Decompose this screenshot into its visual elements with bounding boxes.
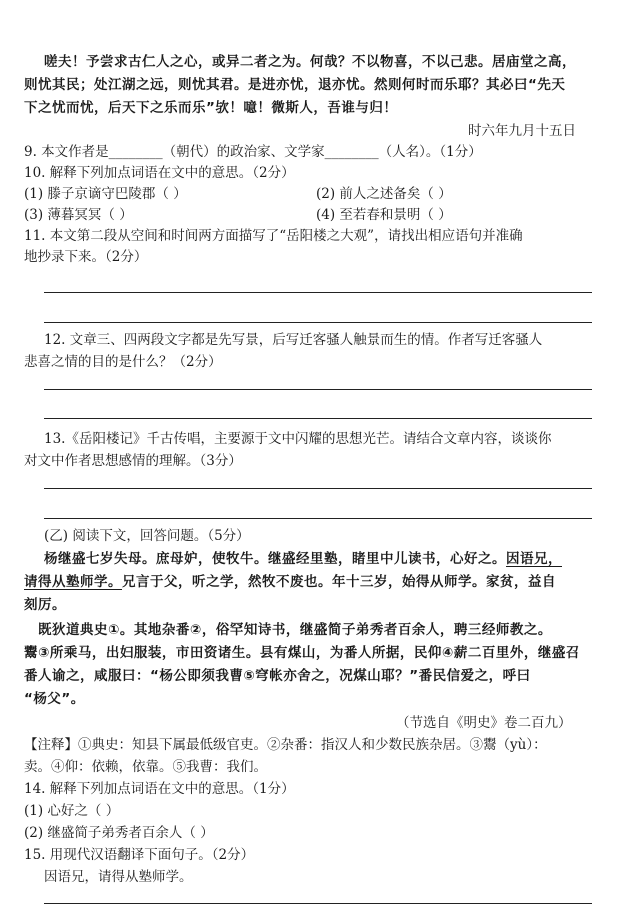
question-14-stem: 14. 解释下列加点词语在文中的意思。（1分） (24, 781, 295, 797)
question-10-item-3: (3) 薄暮冥冥（ ） (24, 207, 133, 223)
question-12-line-1: 12. 文章三、四两段文字都是先写景，后写迁客骚人触景而生的情。作者写迁客骚人 (44, 332, 543, 348)
question-9: 9. 本文作者是________（朝代）的政治家、文学家________（人名）。（1分） (24, 144, 482, 160)
underlined-sentence: 因语兄， (506, 551, 562, 567)
question-14-item-1: (1) 心好之（ ） (24, 803, 120, 819)
question-15-sentence: 因语兄，请得从塾师学。 (44, 869, 193, 885)
answer-line[interactable] (44, 418, 592, 419)
question-13-line-1: 13.《岳阳楼记》千古传唱，主要源于文中闪耀的思想光芒。请结合文章内容，谈谈你 (44, 431, 552, 447)
question-11-line-2: 地抄录下来。（2分） (24, 249, 148, 265)
passage-b-source: （节选自《明史》卷二百九） (396, 715, 572, 731)
passage-b-line-3: 刻厉。 (24, 597, 66, 613)
answer-line[interactable] (44, 389, 592, 390)
question-11-line-1: 11. 本文第二段从空间和时间两方面描写了“岳阳楼之大观”，请找出相应语句并准确 (24, 228, 523, 244)
passage-b-line-5: 鬻③所乘马，出妇服装，市田资诸生。县有煤山，为番人所据，民仰④薪二百里外，继盛召 (24, 645, 580, 661)
question-10-item-2: (2) 前人之述备矣（ ） (316, 186, 452, 202)
passage-a-line-3: 下之忧而忧，后天下之乐而乐”欤！噫！微斯人，吾谁与归！ (24, 100, 398, 116)
question-12-line-2: 悲喜之情的目的是什么？（2分） (24, 354, 222, 370)
passage-a-line-2: 则忧其民；处江湖之远，则忧其君。是进亦忧，退亦忧。然则何时而乐耶？其必曰“先天 (24, 77, 566, 93)
passage-a-line-1: 嗟夫！予尝求古仁人之心，或异二者之为。何哉？不以物喜，不以己悲。居庙堂之高， (44, 54, 576, 70)
passage-b-line-7: “杨父”。 (24, 691, 85, 707)
answer-line[interactable] (44, 488, 592, 489)
underlined-sentence: 请得从塾师学。 (24, 574, 122, 590)
passage-b-line-6: 番人谕之，咸服曰：“杨公即须我曹⑤穹帐亦舍之，况煤山耶？”番民信爱之，呼曰 (24, 668, 531, 684)
question-14-item-2: (2) 继盛简子弟秀者百余人（ ） (24, 825, 214, 841)
answer-line[interactable] (44, 292, 592, 293)
question-10-item-1: (1) 滕子京谪守巴陵郡（ ） (24, 186, 187, 202)
passage-b-heading: (乙) 阅读下文，回答问题。（5分） (44, 528, 250, 544)
passage-a-date: 时六年九月十五日 (468, 123, 576, 139)
passage-b-line-4: 既狄道典史①。其地杂番②，俗罕知诗书，继盛简子弟秀者百余人，聘三经师教之。 (38, 622, 552, 638)
passage-b-line-1: 杨继盛七岁失母。庶母妒，使牧牛。继盛经里塾，睹里中儿读书，心好之。因语兄， (44, 551, 562, 567)
question-13-line-2: 对文中作者思想感情的理解。（3分） (24, 453, 242, 469)
answer-line[interactable] (44, 322, 592, 323)
passage-b-line-2: 请得从塾师学。兄言于父，听之学，然牧不废也。年十三岁，始得从师学。家贫，益自 (24, 574, 556, 590)
notes-line-1: 【注释】①典史：知县下属最低级官吏。②杂番：指汉人和少数民族杂居。③鬻（yù）： (24, 737, 547, 753)
question-10-stem: 10. 解释下列加点词语在文中的意思。（2分） (24, 165, 295, 181)
notes-line-2: 卖。④仰：依赖，依靠。⑤我曹：我们。 (24, 759, 267, 775)
question-10-item-4: (4) 至若春和景明（ ） (316, 207, 452, 223)
question-15-stem: 15. 用现代汉语翻译下面句子。（2分） (24, 847, 255, 863)
answer-line[interactable] (44, 518, 592, 519)
answer-line[interactable] (44, 903, 592, 904)
